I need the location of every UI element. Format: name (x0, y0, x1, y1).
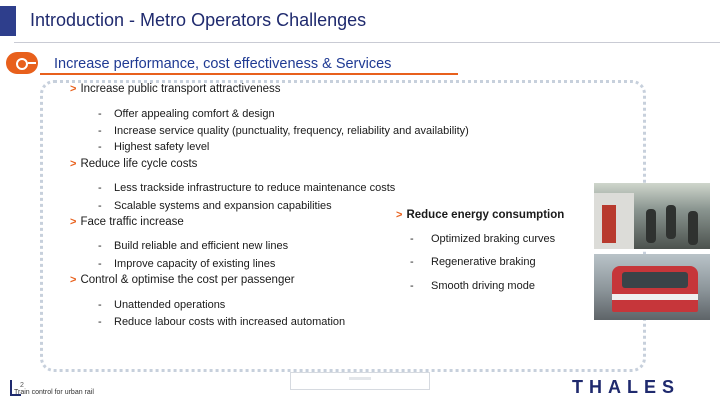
list-item: - Reduce labour costs with increased automation (98, 316, 346, 328)
list-item: - Build reliable and efficient new lines (98, 240, 289, 252)
section-heading: > Control & optimise the cost per passenger (70, 274, 295, 286)
key-bullet-icon (6, 52, 38, 74)
energy-heading: > Reduce energy consumption (396, 209, 565, 221)
list-item: - Offer appealing comfort & design (98, 108, 275, 120)
list-item: - Scalable systems and expansion capabilities (98, 200, 332, 212)
page-number: 2 (20, 382, 24, 389)
chevron-right-icon: > (70, 83, 77, 95)
footer-placeholder (290, 372, 430, 390)
chevron-right-icon: > (396, 209, 403, 221)
title-bar (0, 0, 720, 44)
chevron-right-icon: > (70, 216, 77, 228)
section-heading: > Increase public transport attractiveness (70, 83, 281, 95)
section-heading: > Reduce life cycle costs (70, 158, 198, 170)
footer-text: Train control for urban rail (14, 389, 94, 396)
title-divider (14, 42, 720, 43)
thales-logo: THALES (572, 377, 680, 397)
slide-subtitle: Increase performance, cost effectiveness & Services (54, 56, 392, 72)
section-heading: > Face traffic increase (70, 216, 184, 228)
list-item: - Smooth driving mode (410, 280, 535, 292)
list-item: - Unattended operations (98, 299, 226, 311)
list-item: - Regenerative braking (410, 256, 536, 268)
subtitle-underline (40, 73, 458, 75)
title-accent-bar (0, 6, 16, 36)
platform-photo (594, 183, 710, 249)
list-item: - Improve capacity of existing lines (98, 258, 276, 270)
train-photo (594, 254, 710, 320)
chevron-right-icon: > (70, 274, 77, 286)
chevron-right-icon: > (70, 158, 77, 170)
list-item: - Optimized braking curves (410, 233, 556, 245)
page-title: Introduction - Metro Operators Challenges (30, 10, 367, 30)
list-item: - Less trackside infrastructure to reduce maintenance costs (98, 182, 396, 194)
list-item: - Increase service quality (punctuality, frequency, reliability and availability) (98, 125, 469, 137)
list-item: - Highest safety level (98, 141, 210, 153)
